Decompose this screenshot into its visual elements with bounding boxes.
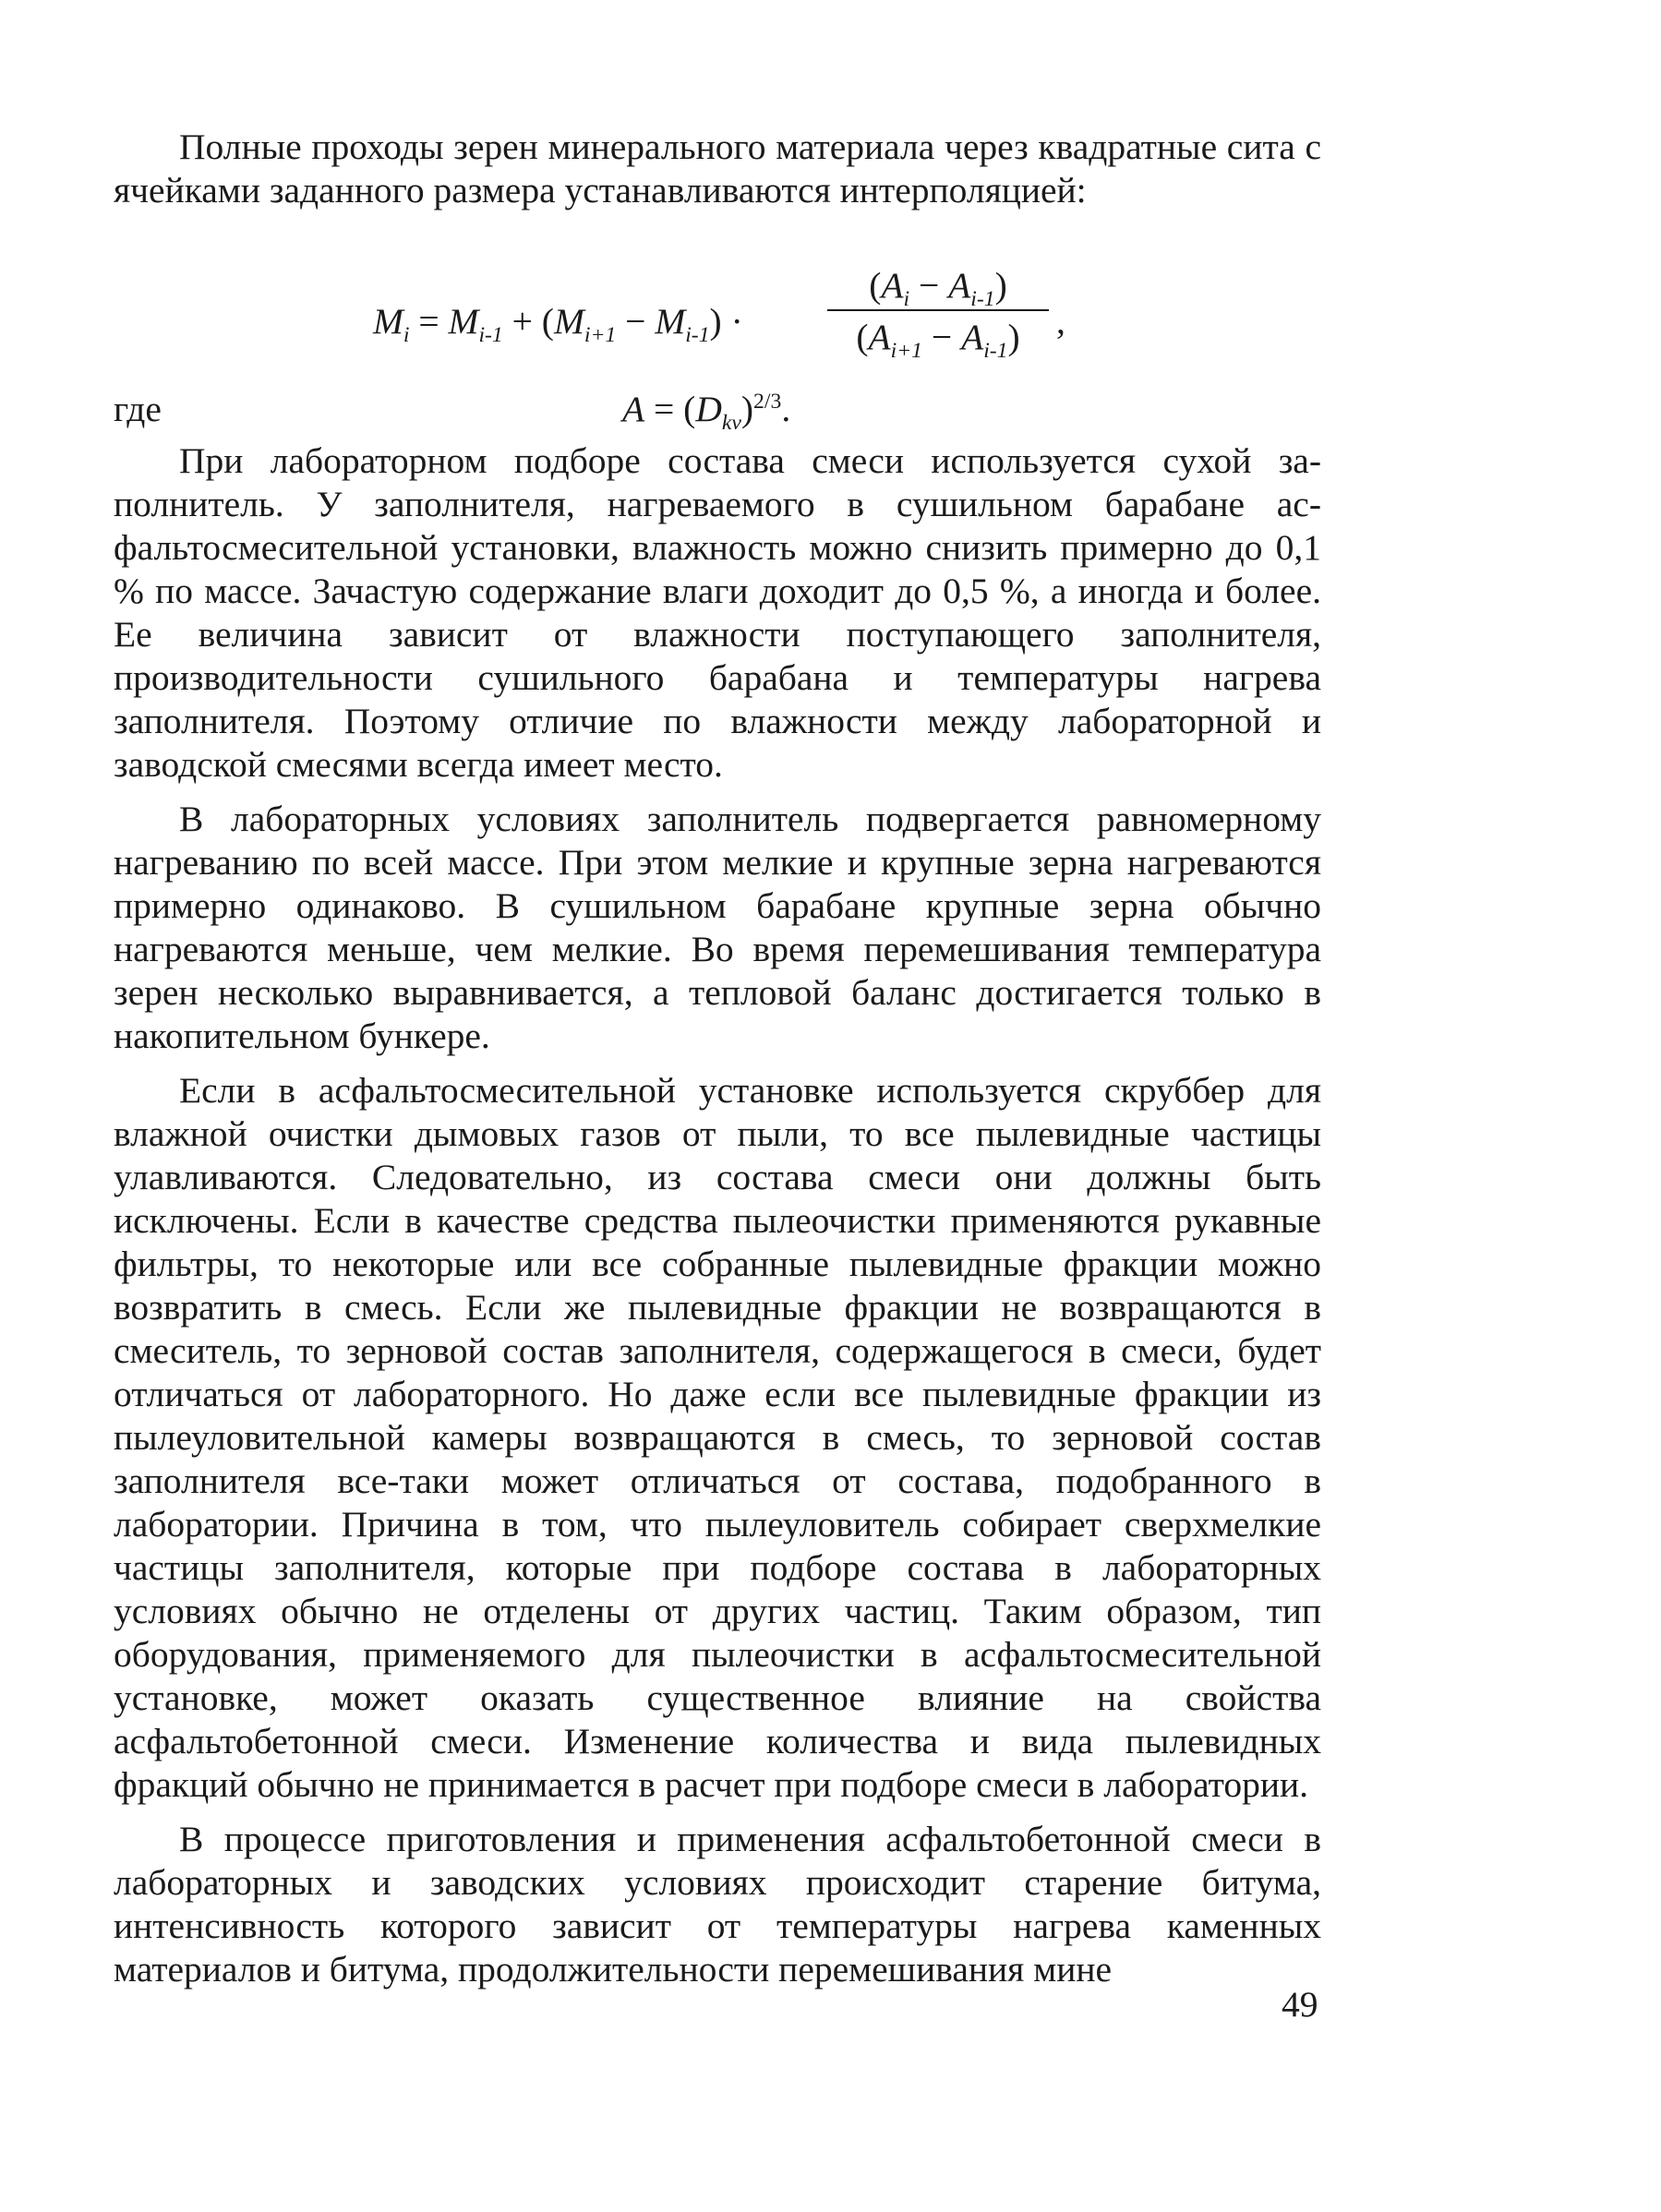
page-number: 49	[1282, 1984, 1318, 2025]
formula-comma: ,	[1056, 301, 1065, 342]
where-label: где	[114, 389, 162, 429]
paragraph-lab-selection: При лабораторном подборе состава смеси используется сухой заполнитель. У заполнителя, нагреваемого в сушильном барабане асфальтосмесительной установки, влажность можно снизить примерно до 0,1 % по массе. Зачастую содержание влаги доходит до 0,5 %, а иногда и более. Ее величина зависит от влажности поступающего заполнителя, производительности сушильного барабана и температуры нагрева заполнителя. Поэтому отличие по влажности между лабораторной и заводской смесями всегда имеет место.	[114, 440, 1321, 785]
formula-left-side: $M_i = M_{i-1} + (M_{i+1} - M_{i-1})$ ·	[373, 301, 743, 347]
formula-numerator: $(A_i - A_{i-1})$	[869, 265, 1007, 311]
paragraph-bitumen-aging: В процессе приготовления и применения асфальтобетонной смеси в лабораторных и заводских условиях происходит старение битума, интенсивность которого зависит от температуры нагрева каменных материалов и битума, продолжительности перемешивания мине	[114, 1819, 1321, 1990]
body-text-block	[114, 439, 1321, 1991]
definition-formula: $A = (D_{kv})^{2/3}$.	[622, 389, 791, 435]
intro-text-block	[114, 126, 1321, 212]
interpolation-formula	[373, 261, 1075, 372]
paragraph-dust-collection: Если в асфальтосмесительной установке используется скруббер для влажной очистки дымовых газов от пыли, то все пылевидные частицы улавливаются. Следовательно, из состава смеси они должны быть исключены. Если в качестве средства пылеочистки применяются рукавные фильтры, то некоторые или все собранные пылевидные фракции можно возвратить в смесь. Если же пылевидные фракции не возвращаются в смеситель, то зерновой состав заполнителя, содержащегося в смеси, будет отличаться от лабораторного. Но даже если все пылевидные фракции из пылеуловительной камеры возвращаются в смесь, то зерновой состав заполнителя все-таки может отличаться от состава, подобранного в лаборатории. Причина в том, что пылеуловитель собирает сверхмелкие частицы заполнителя, которые при подборе состава в лабораторных условиях обычно не отделены от других частиц. Таким образом, тип оборудования, применяемого для пылеочистки в асфальтосмесительной установке, может оказать существенное влияние на свойства асфальтобетонной смеси. Изменение количества и вида пылевидных фракций обычно не принимается в расчет при подборе смеси в лаборатории.	[114, 1070, 1321, 1805]
formula-denominator: $(A_{i+1} - A_{i-1})$	[856, 317, 1020, 363]
paragraph-heating: В лабораторных условиях заполнитель подвергается равномерному нагреванию по всей массе. При этом мелкие и крупные зерна нагреваются примерно одинаково. В сушильном барабане крупные зерна обычно нагреваются меньше, чем мелкие. Во время перемешивания температура зерен несколько выравнивается, а тепловой баланс достигается только в накопительном бункере.	[114, 799, 1321, 1056]
intro-paragraph: Полные проходы зерен минерального материала через квадратные сита с ячейками заданного размера устанавливаются интерполяцией:	[114, 126, 1321, 210]
fraction-bar	[827, 309, 1049, 311]
formula-fraction	[827, 261, 1049, 361]
